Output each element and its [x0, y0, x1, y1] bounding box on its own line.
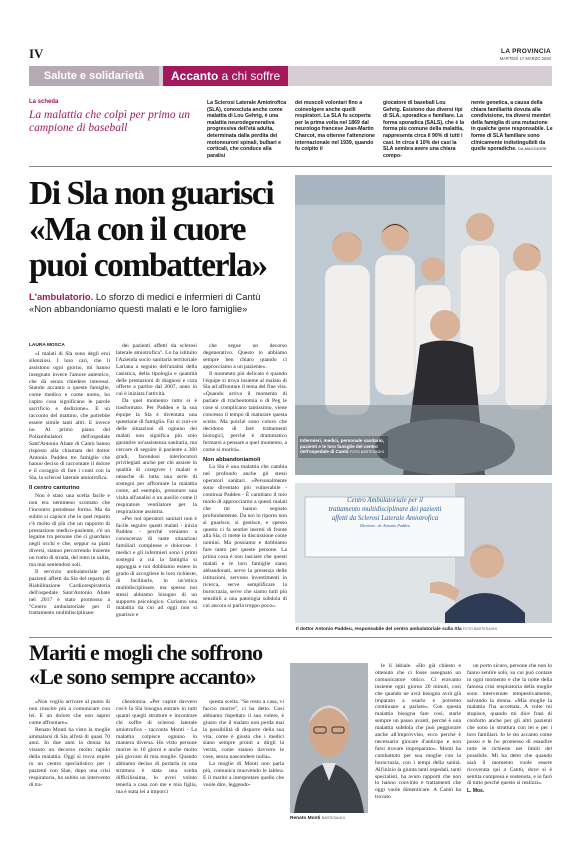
- paragraph: «I malati di Sla sono degli eroi silenziosi. I loro cari, che li assistono ogni giorno, mi hanno insegnato invece l'amore autentico, che dà senza chiedere interessi. Stando accanto a queste famiglie, come medico e come uomo, ho capito cosa significano le parole sacrificio e dedizione». E un racconto del mattino, che potrebbe essere simile tanti altri. E invece no. Al primo piano del Poliambulatori dell'ospedale Sant'Antonio Abate di Cantù hanno risposto alla chiamata del dottor Antonio Paddeu tre famiglie che hanno deciso di raccontare il dolore e il coraggio di fare i conti con la Sla, la sclerosi laterale amiotrofica.: [29, 350, 110, 482]
- subheading: Il centro canturino: [29, 485, 80, 492]
- page-number: IV: [29, 46, 44, 61]
- scheda-col-3: giocatore di baseball Lou Gehrig. Esistono due diversi tipi di SLA, sporadica e familiare. La forma sporadica (SALS), che è la forma più comune della malattia, rappresenta circa il 90% di tutti i casi. In circa il 10% dei casi la SLA sembra avere una chiara compo-: [383, 100, 465, 159]
- subheading: Non abbandoniamoli: [203, 456, 261, 463]
- group-photo-caption: [298, 436, 388, 458]
- plaque-line-1: Centro Ambulatoriale per il: [347, 497, 423, 504]
- paragraph: La Sla è una malattia che cambia nel profondo anche gli stessi operatori sanitari. «Personalmente sono diventato più vulnerabile - continua Paddeu - È cambiato il mio modo di approcciarmi a questi malati che mi hanno segnato profondamente. Da noi lo riporto non si guarisce, si gestisce, e spesso questo ci fa sentire inermi di fronte alla Sla, ci mette in discussione come uomini. Ma possiamo e dobbiamo fare tanto per queste persone. La prima cosa è non lasciare che questi malati e le loro famiglie siano abbandonati, serve la presenza delle istituzioni, servono investimenti in ricerca, serve semplificare la burocrazia, serve che siamo tutti più sensibili a una patologia subdola di cui ancora si parla troppo poco».: [203, 464, 287, 609]
- scheda-col-4: [471, 100, 553, 153]
- paragraph: le il labiale. «Ho già chiesto e ottenuto che ci fosse assegnato un comunicatore ottico. Ci eravamo insieme ogni giorno 20 minuti, così che quando ne avrà bisogno avrà già imparato a usarlo e potremo continuare a parlare». Con questa malattia bisogna fare così, starle sempre un passo avanti, perché è una malattia subdola che può peggiorare anche all'improvviso, ecco perché è necessario giocare d'anticipo e non farsi trovare impreparato». Monti ha combattuto per sua moglie con la burocrazia, con i tempi della sanità. All'inizio la giunta tanti ospedali, tanti specialisti, ha avuto rapporti che non lo hanno convinto e trattamenti che oggi vuole dimenticare. A Cantù ha trovato: [375, 663, 461, 801]
- photo-credit: BARTESAGHI: [321, 816, 345, 820]
- section-subtitle-bold: Accanto: [171, 69, 219, 83]
- paragraph: Il momento più delicato è quando l'équipe si trova insieme al malato di Sla ad affrontare il tema del fine vita. «Quando arriva il momento di parlare di tracheotomia o di Peg le cose si complicano tantissimo, viene concesso il tempo di maturare questa scelta. Ma poichè sono coloro che decidono di fare trattamenti biologici, perché è drammatico fermarsi a pensare a quel momento, a come si morirà».: [203, 370, 287, 453]
- photo-credit: FOTO BARTESAGHI: [462, 627, 497, 631]
- caption-place: Cantù: [335, 449, 349, 455]
- renato-monti-photo: [290, 663, 368, 813]
- second-col-4: [375, 663, 461, 801]
- doctor-photo-caption: [296, 627, 552, 632]
- renato-monti-caption: [290, 816, 368, 821]
- photo-credit: FOTO BARTESAGHI: [349, 450, 384, 455]
- section-subtitle: [163, 66, 288, 86]
- paragraph: Da quel momento tutto si è trasformato. Per Paddeu e la sua équipe la Sla è diventata una questione di famiglia. Far sì curi-ce delle situazioni di ognuno dei malati non significa più solo garantire un'assistenza sanitaria, ma cercare di seguire il paziente a 360 gradi, facendosi interlocutori privilegiati anche per chi assiste in qualità di caregiver i malati e neanche di tutta una serie di sostegni per affrontare la malattia come, ad esempio, prenotare una visita all'analisi o un ausilio come il respiratore ventilatore per la respirazione assistita.: [116, 398, 197, 515]
- section-subtitle-rest: a chi soffre: [218, 69, 281, 83]
- plaque-line-4: Direttore: dr. Antonio Paddeu: [359, 523, 411, 529]
- group-photo-illustration: [295, 175, 552, 475]
- kicker-bold: L'ambulatorio.: [29, 291, 94, 302]
- second-col-5: [467, 663, 552, 795]
- paragraph: cheotomia. «Per capire davvero cos'è la Sla bisogna entrare in tutti quanti quegli strutture e incontrare chi soffre di sclerosi laterale amiotrofica - racconta Monti - La malattia colpisce ognuno in maniera diversa. Ho visto persone morire in 10 giorni e anche molto più giovani di mia moglie. Quando abbiamo deciso di portarla in una struttura è stata una scelta difficilissima, lo avrei voluto tenerla a casa con me e mia figlia, ma è stata lei a imporci: [116, 699, 197, 795]
- scheda-col-1: La Sclerosi Laterale Amiotrofica (SLA), conosciuta anche come malattia di Lou Gehrig, è una malattia neurodegenerativa progressiva dell'età adulta, determinata dalla perdita dei motoneuroni spinali, bulbari e corticali, che conduce alla paralisi: [207, 100, 287, 159]
- scheda-credit: DA.MAGGIORE: [518, 146, 547, 152]
- article-col-1: [29, 343, 110, 617]
- kicker-line-2: «Non abbandoniamo questi malati e le loro famiglie»: [29, 302, 248, 314]
- paragraph: «Non voglio arrivare al punto di non riuscire più a comunicare con lei. E un dolore che non saprei come affrontare».: [29, 699, 110, 726]
- second-col-3: [203, 699, 284, 789]
- kicker: [29, 291, 297, 314]
- group-photo: [295, 175, 552, 475]
- paragraph: Renato Monti ha visto la moglie ammalarsi di Sla all'età di quasi 70 anni. In due anni la donna ha vissuto un decorso molto rapido della malattia. Oggi si trova ospite in un centro specialistico per i pazienti con Slae, dopo una crisi respiratoria, ha subito un intervento di tra-: [29, 726, 110, 788]
- headline-line-3: puoi combatterla»: [29, 247, 267, 284]
- byline: LAURA MOSCA: [29, 343, 65, 348]
- plaque: [305, 497, 465, 529]
- paragraph: Non è stato una scelta facile e non era nemmeno scontato che l'incontro prendesse forma. Ma da subito si capisce che in quel reparto c'è molto di più che un rapporto di prestazione medico-paziente, c'è un legame tra persone che ci guardano negli occhi e che, seppur su piani diversi, stanno percorrendo insieme un tratto di strada, del tutto in salita, ma mai sentendosi soli.: [29, 493, 110, 569]
- paragraph: questa scelta. "Se resto a casa, vi faccio morire", ci ha detto. Così abbiamo rispettato il suo volere, è giusto che il malato non perda mai la possibilità di disporre della sua vita, come è giusto che i medici siano sempre pronti a dirgli la verità, come stanno davvero le cose, senza nascondere nulla».: [203, 699, 284, 761]
- paragraph: che segue un decorso degenerativo. Questo lo abbiamo sempre ben chiaro quando ci approcciamo a un paziente».: [203, 343, 287, 370]
- portrait-illustration: [290, 663, 368, 813]
- paragraph: «Per noi operatori sanitari non è facile seguire questi malati - inizia Paddeu - perché veniamo a conoscenza di tante situazioni familiari complesse e dolorose. I medici e gli infermieri sono i primi sostegni a cui la famiglia si appoggia e noi dobbiamo essere in grado di accogliere le loro richieste, di facilitarle, in un'ottica multidisciplinare, ma spesso noi stessi abbiamo bisogno di un supporto psicologico. Curiamo una malattia da cui ad oggi non si guarisce e: [116, 515, 197, 619]
- second-headline-line-1: Mariti e mogli che soffrono: [29, 640, 263, 665]
- headline-line-2: «Ma con il cuore: [29, 211, 246, 248]
- section-title: Salute e solidarietà: [29, 66, 159, 86]
- caption-text: Il dottor Antonio Paddeu, responsabile del centro ambulatoriale sulla Sla: [296, 627, 462, 632]
- scheda-title: La malattia che colpì per primo un campione di baseball: [29, 109, 190, 134]
- paragraph: un porto sicuro, persone che non lo fanno sentire solo, su cui può contare in ogni momento e che la notte della famosa crisi respiratoria della moglie sono intervenute tempestivamente, salvando la donna. «Mia moglie la malattia l'ha accettata. A volte mi stupisce, quando mi dice frasi di conforto anche per gli altri pazienti che sono in struttura con lei e per i loro familiari. Io le sto accanto come posso e le ho promesso di esaudire tutte le richieste nei limiti del possibile. Mi ha detto che quando sarà il momento vuole essere ricoverata qui a Cantù, dove sì è sentita compresa e sostenuta, e io farò di tutto perché questo si realizzi».: [467, 663, 552, 787]
- paragraph: Il servizio ambulatoriale per pazienti affetti da Sla del reparto di Riabilitazione Cardiorespiratoria dell'ospedale Sant'Antonio Abate nel 2017 è stato promosso a "Centro ambulatoriale per il trattamento multidisciplinare: [29, 569, 110, 617]
- headline-line-1: Di Sla non guarisci: [29, 175, 274, 212]
- article-col-3: [203, 343, 287, 609]
- paragraph: La moglie di Monti non parla più, comunica muovendo le labbra. E il marito a interpretare quello che vuole dire, leggendo-: [203, 761, 284, 788]
- kicker-rest: Lo sforzo di medici e infermieri di Cantù: [93, 291, 261, 302]
- scheda-label: La scheda: [29, 99, 59, 105]
- plaque-line-3: affetti da Sclerosi Laterale Amiotrofica: [331, 514, 439, 522]
- scheda-col-2: dei muscoli volontari fino a coinvolgere anche quelli respiratori. La SLA fu scoperta per la prima volta nel 1869 dal neurologo francese Jean-Martin Charcot, ma ottenne l'attenzione internazionale nel 1939, quando fu colpito il: [295, 100, 375, 153]
- second-headline-line-2: «Le sono sempre accanto»: [29, 664, 256, 689]
- plaque-line-2: trattamento multidisciplinare dei pazienti: [328, 505, 442, 513]
- second-col-2: [116, 699, 197, 796]
- main-headline: [29, 176, 297, 284]
- caption-name: Renato Monti: [290, 816, 321, 821]
- signature: L. Mos.: [467, 788, 485, 795]
- paragraph: dei pazienti affetti da sclerosi laterale amiotrofica". Lo ha istituito l'Azienda socio sanitaria territoriale Lariana a seguito dell'analisi della casistica, della tipologia e quantità delle prestazioni di diagnosi e cura offerte a partire dal 2007, anno in cui è iniziata l'attività.: [116, 343, 197, 398]
- issue-date: MARTEDÌ 17 MARZO 2020: [499, 56, 551, 61]
- second-headline: [29, 641, 329, 689]
- divider: [29, 637, 552, 638]
- second-col-1: [29, 699, 110, 789]
- divider: [29, 166, 552, 167]
- caption-text: Infermieri, medici, personale sanitario, pazienti e le loro famiglie del centro dell'ospedale di: [300, 438, 384, 455]
- newspaper-name: LA PROVINCIA: [501, 48, 551, 55]
- scheda-col-4-text: nente genetica, a causa della chiara familiarità dovuta alla condivisione, tra diversi membri della famiglia di una mutazione in qualche gene responsabile. Le forme di SLA familiare sono clinicamente indistinguibili da quelle sporadiche.: [471, 100, 553, 153]
- article-col-2: [116, 343, 197, 619]
